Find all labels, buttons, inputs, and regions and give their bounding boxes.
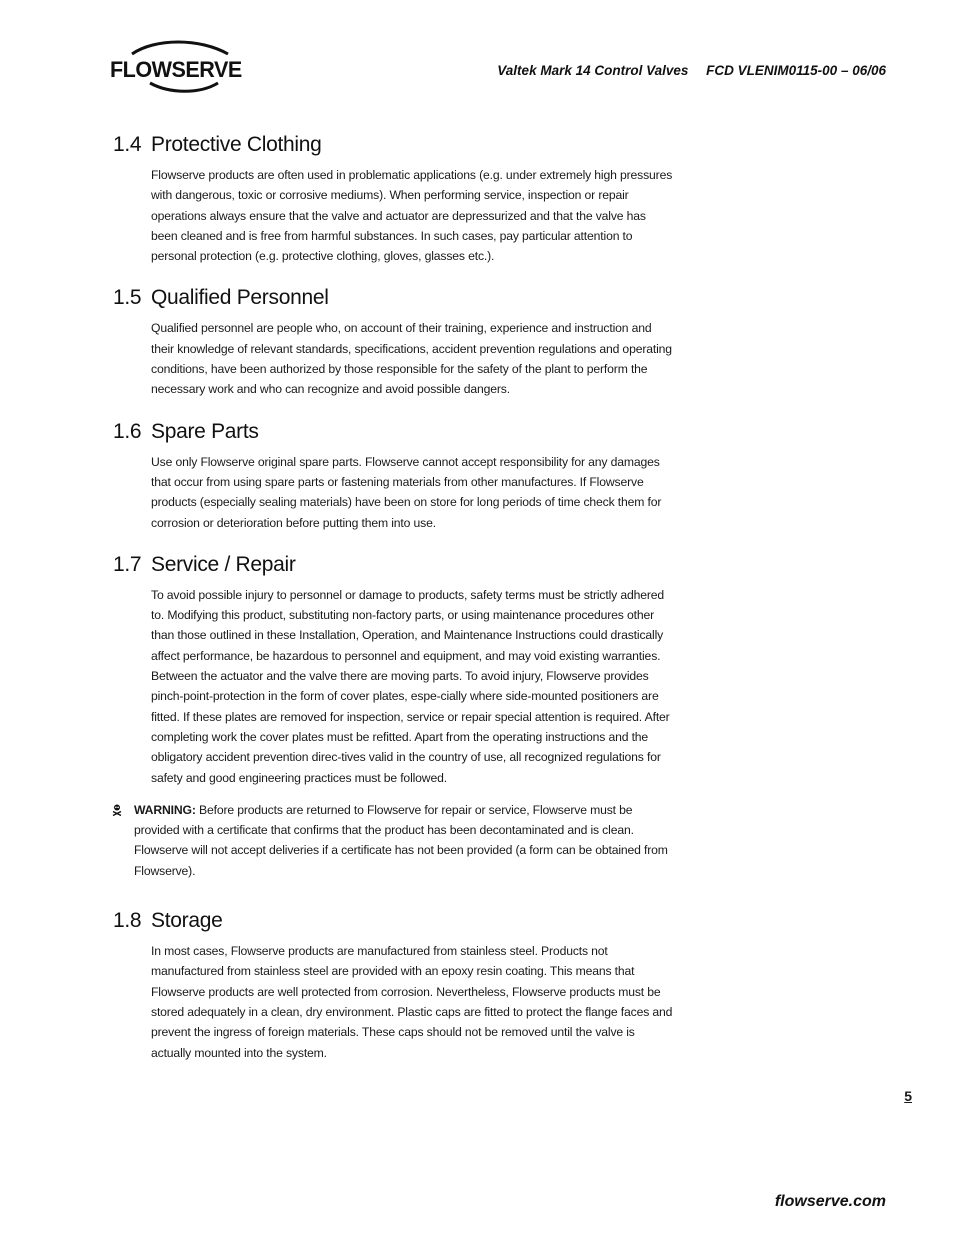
section-title: Storage [151,909,223,933]
section-number: 1.7 [113,552,142,576]
warning-body: Before products are returned to Flowserve for repair or service, Flowserve must be provided with a certificate that confirms that the product has been decontaminated and is clean. Flowserve will not accept deliveries if a certificate has not been provided (a form can be obtained from Flowserve). [134,802,668,878]
section-body: Qualified personnel are people who, on account of their training, experience and instruction and their knowledge of relevant standards, specifications, accident prevention regulations and operating conditions, have been authorized by those responsible for the safety of the plant to perform the necessary work and who can recognize and avoid possible dangers. [151,321,672,397]
warning-note [134,800,673,881]
footer-website: flowserve.com [774,1193,886,1210]
section-body: Use only Flowserve original spare parts. Flowserve cannot accept responsibility for any damages that occur from using spare parts or fastening materials from other manufactures. If Flowserve products (especially sealing materials) have been on store for long periods of time check them for corrosion or deterioration before putting them into use. [151,454,662,530]
header-document-code: FCD VLENIM0115-00 – 06/06 [706,63,886,78]
section-storage [113,909,673,1063]
section-title: Service / Repair [151,552,296,576]
section-heading [113,133,673,157]
section-spare-parts [113,420,673,533]
section-body: In most cases, Flowserve products are manufactured from stainless steel. Products not manufactured from stainless steel are provided with an epoxy resin coating. This means that Flowserve products are well protected from corrosion. Nevertheless, Flowserve products must be stored adequately in a clean, dry environment. Plastic caps are fitted to protect the flange faces and prevent the ingress of foreign materials. These caps should not be removed until the valve is actually mounted into the system. [151,944,673,1060]
section-number: 1.8 [113,909,142,933]
section-title: Protective Clothing [151,133,322,156]
section-heading [113,553,673,577]
section-number: 1.4 [113,133,142,156]
warning-label: WARNING: [134,802,196,817]
section-body: Flowserve products are often used in problematic applications (e.g. under extremely high pressures with dangerous, toxic or corrosive mediums). When performing service, inspection or repair operations always ensure that the valve and actuator are depressurized and that the valve has been cleaned and is free from harmful substances. In such cases, pay particular attention to personal protection (e.g. protective clothing, gloves, glasses etc.). [151,168,673,264]
section-protective-clothing [113,133,673,266]
section-heading [113,420,673,444]
section-heading [113,909,673,933]
logo-wordmark: FLOWSERVE [110,57,242,82]
section-service-repair [113,553,673,788]
section-qualified-personnel [113,286,673,399]
section-number: 1.5 [113,286,142,310]
section-body: To avoid possible injury to personnel or damage to products, safety terms must be strictly adhered to. Modifying this product, substituting non-factory parts, or using maintenance procedures other than those outlined in these Installation, Operation, and Maintenance Instructions could drastically affect performance, be hazardous to personnel and equipment, and may void existing warranties. Between the actuator and the valve there are moving parts. To avoid injury, Flowserve provides pinch-point-protection in the form of cover plates, espe-cially where side-mounted positioners are fitted. If these plates are removed for inspection, service or repair special attention is required. After completing work the cover plates must be refitted. Apart from the operating instructions and the obligatory accident prevention direc-tives valid in the country of use, all recognized regulations for safety and good engineering practices must be followed. [151,587,670,785]
main-content [113,133,673,1083]
section-heading [113,286,673,310]
skull-crossbones-icon [112,804,122,816]
warning-text [134,800,673,881]
flowserve-logo [110,40,250,96]
section-number: 1.6 [113,419,142,443]
page-header [497,63,886,78]
header-product-title: Valtek Mark 14 Control Valves [497,63,689,78]
page-number: 5 [904,1088,912,1104]
section-title: Qualified Personnel [151,286,329,310]
section-title: Spare Parts [151,419,259,443]
